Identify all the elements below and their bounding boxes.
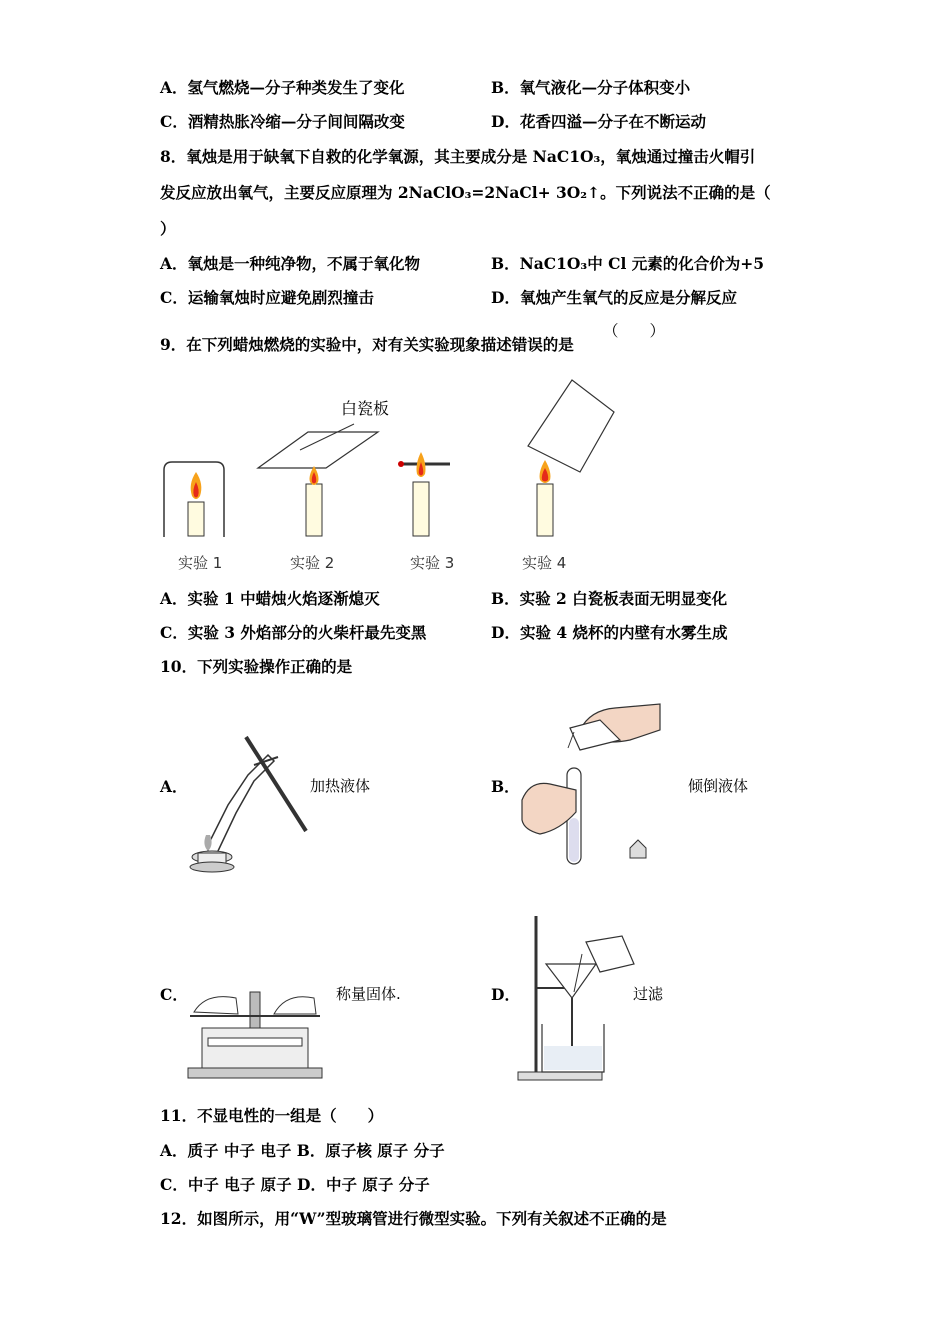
q9-stem: 9．在下列蜡烛燃烧的实验中，对有关实验现象描述错误的是: [160, 335, 574, 354]
experiment3-match: [398, 452, 450, 536]
heating-liquid-figure: [188, 735, 313, 875]
q7-option-d: D．花香四溢—分子在不断运动: [491, 112, 706, 131]
q7-option-b: B．氧气液化—分子体积变小: [491, 78, 691, 97]
q10-stem: 10．下列实验操作正确的是: [160, 657, 353, 676]
q8-option-b: B．NaC1O₃中 Cl 元素的化合价为+5: [491, 254, 765, 273]
q11-options-line2: C．中子 电子 原子 D．中子 原子 分子: [160, 1175, 430, 1194]
q10-option-a-label: 加热液体: [310, 777, 371, 795]
q9-option-b: B．实验 2 白瓷板表面无明显变化: [491, 589, 728, 608]
experiment4-beaker: [528, 380, 614, 536]
q8-option-a: A．氧烛是一种纯净物，不属于氧化物: [160, 254, 421, 273]
q11-stem: 11．不显电性的一组是（ ）: [160, 1106, 384, 1125]
q9-option-d: D．实验 4 烧杯的内壁有水雾生成: [491, 623, 728, 642]
experiment-label-3: 实验 3: [410, 554, 455, 572]
q10-option-b-label: 倾倒液体: [688, 777, 749, 795]
q9-option-c: C．实验 3 外焰部分的火柴杆最先变黑: [160, 623, 427, 642]
experiment-label-4: 实验 4: [522, 554, 567, 572]
q8-option-d: D．氧烛产生氧气的反应是分解反应: [491, 288, 737, 307]
q12-stem: 12．如图所示，用“W”型玻璃管进行微型实验。下列有关叙述不正确的是: [160, 1209, 667, 1228]
plate-label: 白瓷板: [341, 399, 390, 418]
experiment1-bell-jar: [164, 462, 224, 537]
q10-option-a-letter: A．: [160, 777, 188, 796]
q7-option-c: C．酒精热胀冷缩—分子间间隔改变: [160, 112, 405, 131]
q8-stem-line3: ）: [160, 219, 176, 238]
q10-option-b-letter: B．: [491, 777, 520, 796]
q9-candle-experiments-figure: [158, 372, 638, 580]
experiment-label-1: 实验 1: [178, 554, 223, 572]
filtering-figure: [516, 912, 646, 1082]
weighing-solid-figure: [186, 986, 326, 1082]
q9-option-a: A．实验 1 中蜡烛火焰逐渐熄灭: [160, 589, 380, 608]
pouring-liquid-figure: [520, 700, 670, 870]
q9-answer-paren: （ ）: [603, 322, 666, 340]
q8-stem-line1: 8．氧烛是用于缺氧下自救的化学氧源，其主要成分是 NaC1O₃，氧烛通过撞击火帽引: [160, 147, 756, 166]
q10-option-c-label: 称量固体.: [336, 985, 401, 1003]
q10-option-d-letter: D．: [491, 985, 520, 1004]
q11-options-line1: A．质子 中子 电子 B．原子核 原子 分子: [160, 1141, 445, 1160]
q8-stem-line2: 发反应放出氧气，主要反应原理为 2NaClO₃=2NaCl+ 3O₂↑。下列说法不正确的是（: [160, 183, 771, 202]
q8-option-c: C．运输氧烛时应避免剧烈撞击: [160, 288, 374, 307]
experiment-label-2: 实验 2: [290, 554, 335, 572]
q10-option-d-label: 过滤: [633, 985, 664, 1003]
experiment2-porcelain-plate: [258, 424, 378, 536]
q7-option-a: A．氢气燃烧—分子种类发生了变化: [160, 78, 405, 97]
q10-option-c-letter: C．: [160, 985, 188, 1004]
